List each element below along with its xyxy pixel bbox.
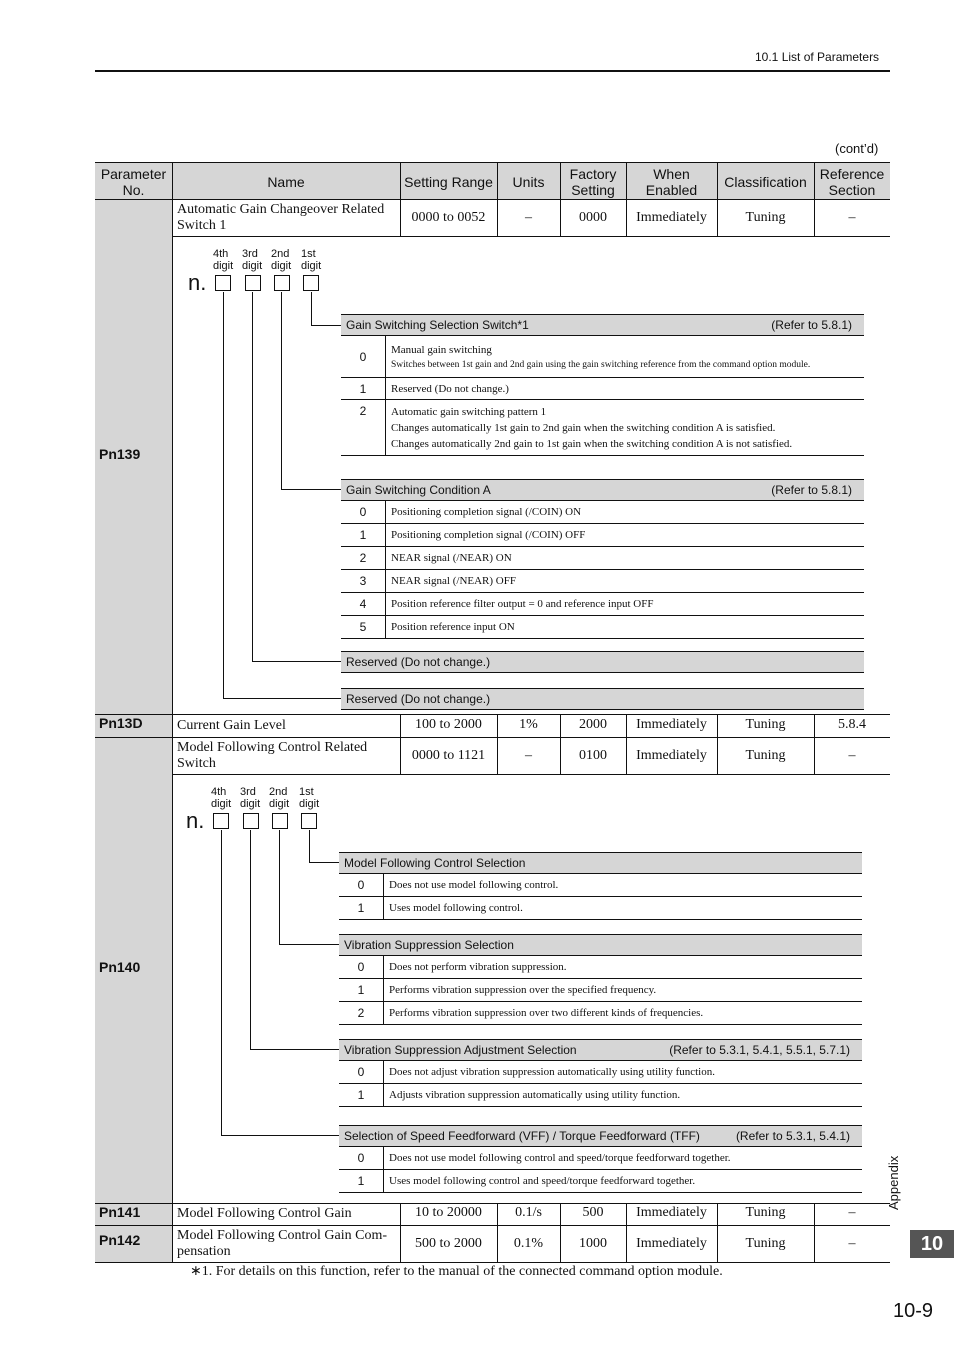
- option-key: 2: [359, 551, 367, 565]
- pn141-factory: 500: [582, 1205, 604, 1220]
- pn13d-class: Tuning: [745, 717, 786, 732]
- pn140-name: Model Following Control Related Switch: [177, 740, 368, 771]
- running-header: 10.1 List of Parameters: [755, 50, 880, 64]
- pn141-units: 0.1/s: [515, 1205, 542, 1220]
- section-title: Selection of Speed Feedforward (VFF) / Torque Feedforward (TFF): [344, 1129, 700, 1143]
- col-units: Units: [512, 173, 545, 190]
- pn13d-when: Immediately: [636, 717, 707, 732]
- digit-label-1st: 1st digit: [301, 248, 322, 272]
- option-desc: NEAR signal (/NEAR) ON: [391, 552, 512, 564]
- digit-label-2nd: 2nd digit: [269, 786, 290, 810]
- pn141-ref: –: [848, 1205, 856, 1220]
- pn140-s2-option-1: [339, 979, 862, 1002]
- section-ref: (Refer to 5.8.1): [771, 483, 852, 497]
- option-desc: Reserved (Do not change.): [391, 382, 509, 395]
- section-title: Gain Switching Condition A: [346, 483, 491, 497]
- param-no-pn142: Pn142: [99, 1232, 141, 1248]
- pn13d-factory: 2000: [579, 717, 607, 732]
- pn140-vibration-suppression-selection-header: [339, 934, 862, 956]
- option-desc: Does not adjust vibration suppression automatically using utility function.: [389, 1066, 715, 1078]
- pn142-name: Model Following Control Gain Com-pensation: [177, 1228, 387, 1259]
- pn139-s1-option-2: [341, 400, 864, 456]
- option-desc: Position reference input ON: [391, 621, 515, 633]
- pn140-s1-option-1: [339, 897, 862, 920]
- option-key: 2: [357, 1006, 365, 1020]
- option-key: 1: [357, 1174, 365, 1188]
- pn139-gain-switching-selection-header: [341, 314, 864, 336]
- pn139-when: Immediately: [636, 210, 707, 225]
- pn140-s4-option-1: [339, 1170, 862, 1193]
- header-rule: [95, 70, 890, 72]
- pn141-name: Model Following Control Gain: [177, 1206, 352, 1221]
- option-key: 5: [359, 620, 367, 634]
- col-setting-range: Setting Range: [404, 173, 493, 190]
- pn139-s2-option-5: [341, 616, 864, 639]
- option-desc-line2: Changes automatically 1st gain to 2nd gain when the switching condition A is satisfied.: [391, 421, 776, 434]
- option-desc: NEAR signal (/NEAR) OFF: [391, 575, 516, 587]
- appendix-side-label: Appendix: [886, 1155, 901, 1210]
- pn140-s3-option-0: [339, 1061, 862, 1084]
- pn139-factory: 0000: [579, 210, 607, 225]
- option-desc-line3: Changes automatically 2nd gain to 1st gain when the switching condition A is not satisfied.: [391, 437, 793, 450]
- pn139-gain-switching-condition-header: [341, 479, 864, 501]
- pn142-class: Tuning: [745, 1236, 786, 1251]
- col-reference-section: Reference Section: [819, 165, 885, 198]
- pn140-s2-option-2: [339, 1002, 862, 1025]
- pn142-factory: 1000: [579, 1236, 607, 1251]
- option-key: 1: [359, 381, 367, 396]
- option-desc: Positioning completion signal (/COIN) OFF: [391, 529, 586, 541]
- pn13d-ref: 5.8.4: [838, 717, 866, 732]
- n-prefix: n.: [188, 270, 207, 295]
- pn139-units: –: [525, 210, 532, 225]
- section-title: Reserved (Do not change.): [346, 692, 491, 706]
- digit-box-2nd: [272, 813, 288, 829]
- option-key: 1: [357, 901, 365, 915]
- pn141-range: 10 to 20000: [415, 1205, 482, 1220]
- pn140-s1-option-0: [339, 874, 862, 897]
- option-desc: Does not use model following control and speed/torque feedforward together.: [389, 1152, 731, 1164]
- pn140-ref: –: [848, 748, 856, 763]
- digit-box-4th: [213, 813, 229, 829]
- pn13d-name: Current Gain Level: [177, 718, 286, 733]
- option-desc: Positioning completion signal (/COIN) ON: [391, 506, 582, 518]
- option-desc: Uses model following control and speed/torque feedforward together.: [389, 1175, 696, 1187]
- option-desc: Performs vibration suppression over the specified frequency.: [389, 984, 657, 996]
- param-no-pn13d: Pn13D: [99, 715, 143, 731]
- pn139-s2-option-0: [341, 501, 864, 524]
- page-number: 10-9: [893, 1300, 934, 1322]
- pn142-units: 0.1%: [513, 1236, 544, 1251]
- pn140-s2-option-0: [339, 956, 862, 979]
- pn140-feedforward-selection-header: [339, 1125, 862, 1147]
- pn139-reserved-3rd-header: [341, 651, 864, 673]
- pn140-class: Tuning: [745, 748, 786, 763]
- col-when-enabled: When Enabled: [645, 165, 698, 198]
- digit-box-3rd: [243, 813, 259, 829]
- option-key: 0: [357, 878, 365, 892]
- option-key: 1: [357, 983, 365, 997]
- pn140-factory: 0100: [579, 748, 607, 763]
- continued-label: (cont’d): [835, 141, 879, 156]
- digit-label-4th: 4th digit: [211, 786, 232, 810]
- digit-label-2nd: 2nd digit: [271, 248, 292, 272]
- pn140-units: –: [525, 748, 532, 763]
- option-key: 0: [359, 349, 367, 364]
- option-key: 4: [359, 597, 367, 611]
- pn140-vibration-adjustment-selection-header: [339, 1039, 862, 1061]
- section-title: Model Following Control Selection: [344, 856, 526, 870]
- section-title: Gain Switching Selection Switch*1: [346, 318, 529, 332]
- pn142-ref: –: [848, 1236, 856, 1251]
- option-key: 3: [359, 574, 367, 588]
- option-desc: Does not perform vibration suppression.: [389, 961, 567, 973]
- col-param-no: Parameter No.: [100, 165, 167, 198]
- option-key: 2: [359, 404, 367, 418]
- param-no-pn139: Pn139: [99, 446, 141, 462]
- n-prefix: n.: [186, 808, 205, 833]
- pn140-s4-option-0: [339, 1147, 862, 1170]
- pn139-s1-option-1: [341, 378, 864, 400]
- option-desc: Manual gain switching: [391, 343, 492, 356]
- option-desc-sub: Switches between 1st gain and 2nd gain using the gain switching reference from the command option module.: [391, 359, 811, 370]
- col-name: Name: [267, 173, 305, 190]
- pn140-s3-option-1: [339, 1084, 862, 1107]
- pn13d-units: 1%: [519, 717, 538, 732]
- pn139-s2-option-1: [341, 524, 864, 547]
- chapter-tab: 10: [910, 1230, 954, 1258]
- pn140-range: 0000 to 1121: [411, 748, 486, 763]
- pn139-class: Tuning: [745, 210, 786, 225]
- pn142-when: Immediately: [636, 1236, 707, 1251]
- col-classification: Classification: [724, 173, 807, 190]
- digit-box-1st: [303, 275, 319, 291]
- section-ref: (Refer to 5.3.1, 5.4.1): [735, 1129, 850, 1143]
- option-key: 0: [357, 1065, 365, 1079]
- col-factory-setting: Factory Setting: [569, 165, 617, 198]
- option-key: 1: [357, 1088, 365, 1102]
- pn139-s2-option-3: [341, 570, 864, 593]
- pn139-s1-option-0: [341, 336, 864, 378]
- digit-box-1st: [301, 813, 317, 829]
- section-ref: (Refer to 5.3.1, 5.4.1, 5.5.1, 5.7.1): [669, 1043, 850, 1057]
- param-no-pn140: Pn140: [99, 959, 141, 975]
- option-desc: Adjusts vibration suppression automatically using utility function.: [389, 1089, 681, 1101]
- pn139-ref: –: [848, 210, 856, 225]
- digit-label-4th: 4th digit: [213, 248, 234, 272]
- option-key: 0: [359, 505, 367, 519]
- option-key: 0: [357, 1151, 365, 1165]
- pn139-s2-option-2: [341, 547, 864, 570]
- pn140-model-following-selection-header: [339, 852, 862, 874]
- section-title: Reserved (Do not change.): [346, 655, 491, 669]
- digit-box-2nd: [274, 275, 290, 291]
- pn141-class: Tuning: [745, 1205, 786, 1220]
- pn13d-range: 100 to 2000: [415, 717, 482, 732]
- digit-label-3rd: 3rd digit: [240, 786, 261, 810]
- pn141-when: Immediately: [636, 1205, 707, 1220]
- option-key: 1: [359, 528, 367, 542]
- digit-box-3rd: [245, 275, 261, 291]
- param-no-column-bg: [95, 200, 172, 1262]
- option-key: 0: [357, 960, 365, 974]
- section-ref: (Refer to 5.8.1): [771, 318, 852, 332]
- option-desc: Performs vibration suppression over two different kinds of frequencies.: [389, 1007, 704, 1019]
- section-title: Vibration Suppression Adjustment Selection: [344, 1043, 577, 1057]
- pn139-s2-option-4: [341, 593, 864, 616]
- pn139-name: Automatic Gain Changeover Related Switch 1: [177, 202, 385, 233]
- pn139-reserved-4th-header: [341, 688, 864, 710]
- pn142-range: 500 to 2000: [415, 1236, 482, 1251]
- digit-label-1st: 1st digit: [299, 786, 320, 810]
- pn139-range: 0000 to 0052: [411, 210, 486, 225]
- option-desc: Does not use model following control.: [389, 879, 559, 891]
- footnote: ∗1. For details on this function, refer to the manual of the connected command option module.: [190, 1264, 723, 1279]
- option-desc: Position reference filter output = 0 and reference input OFF: [391, 598, 654, 610]
- digit-label-3rd: 3rd digit: [242, 248, 263, 272]
- section-title: Vibration Suppression Selection: [344, 938, 514, 952]
- param-no-pn141: Pn141: [99, 1204, 141, 1220]
- option-desc: Uses model following control.: [389, 902, 523, 914]
- option-desc: Automatic gain switching pattern 1: [391, 405, 547, 418]
- pn140-when: Immediately: [636, 748, 707, 763]
- digit-box-4th: [215, 275, 231, 291]
